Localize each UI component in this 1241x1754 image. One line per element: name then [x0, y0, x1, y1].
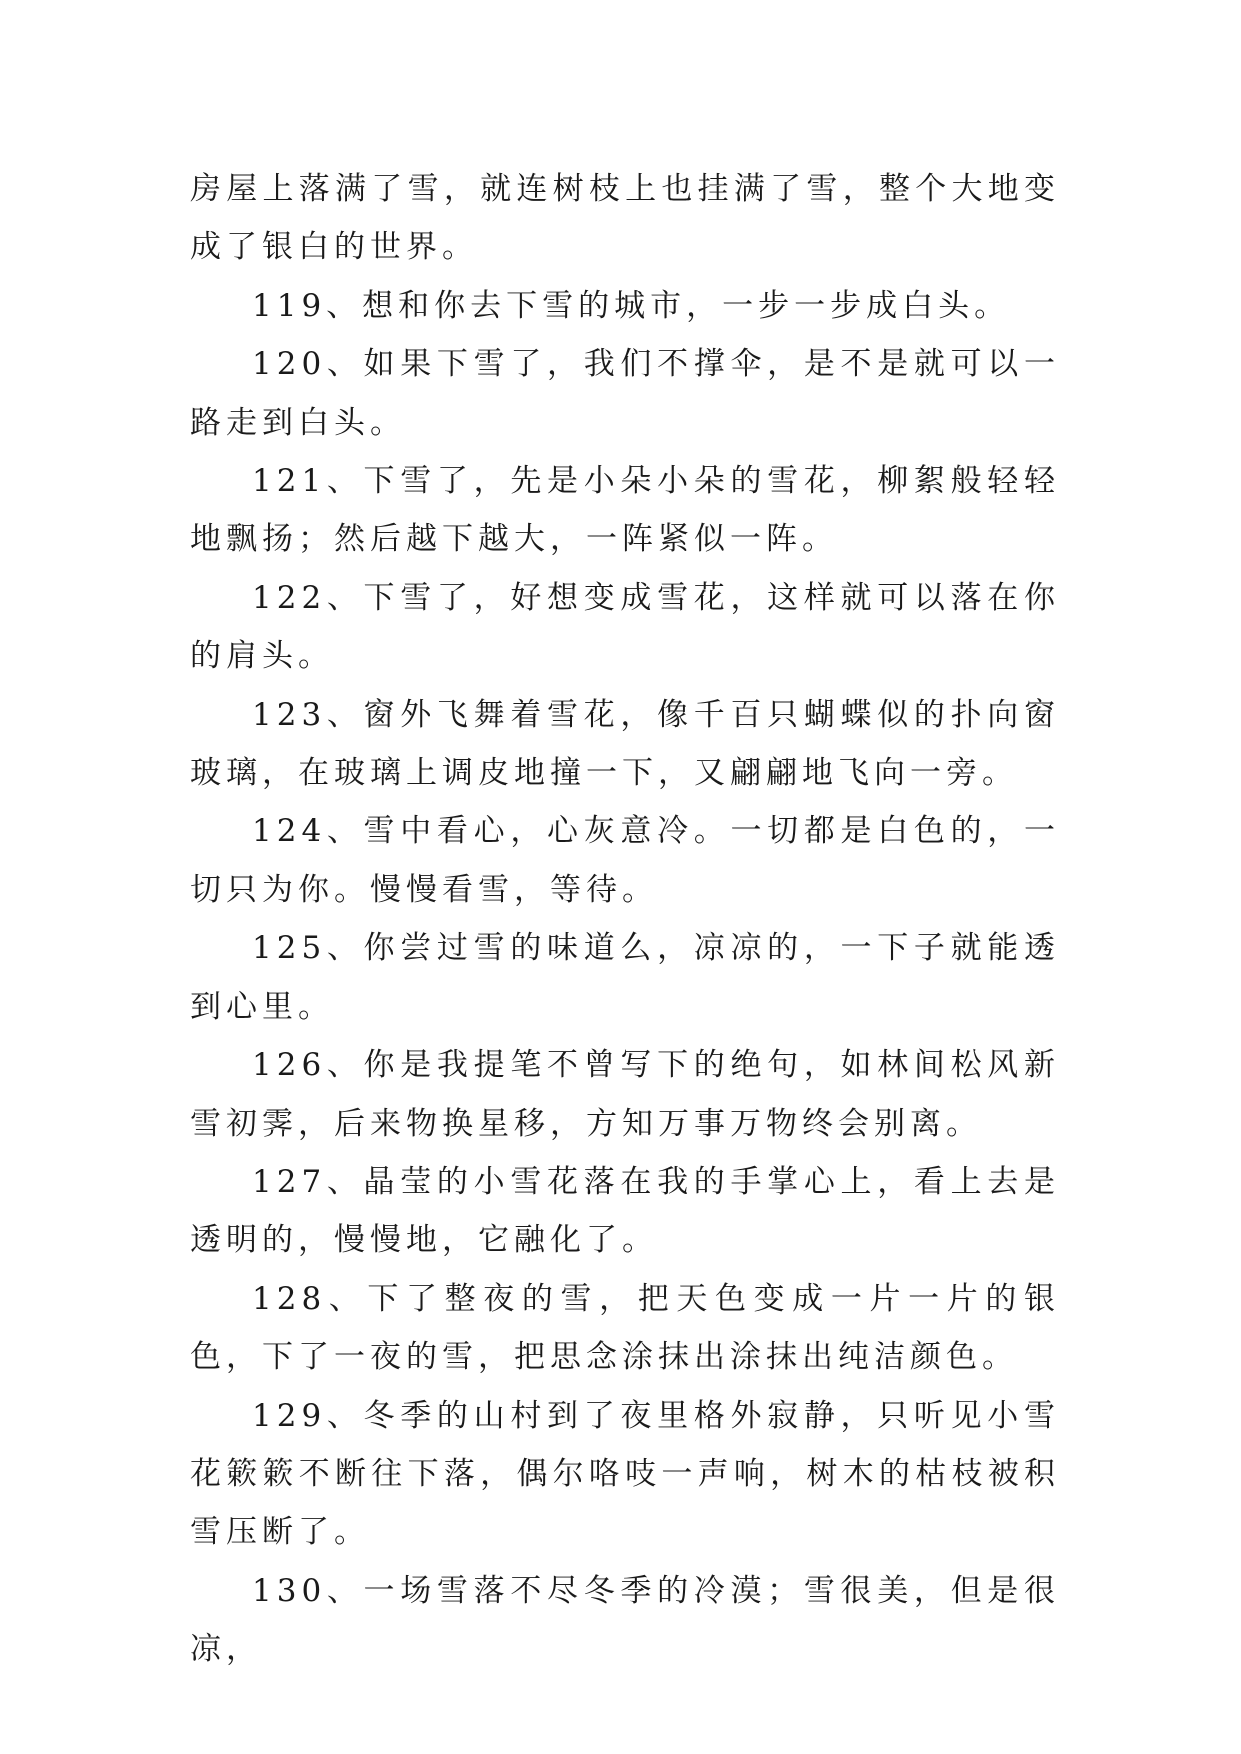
paragraph-122: 122、下雪了，好想变成雪花，这样就可以落在你的肩头。: [190, 579, 1060, 675]
paragraph-119: 119、想和你去下雪的城市，一步一步成白头。: [252, 287, 1011, 324]
document-body: [190, 160, 1060, 1679]
paragraph-continuation: 房屋上落满了雪，就连树枝上也挂满了雪，整个大地变成了银白的世界。: [190, 171, 1060, 266]
paragraph-127: 127、晶莹的小雪花落在我的手掌心上，看上去是透明的，慢慢地，它融化了。: [190, 1163, 1060, 1259]
paragraph-124: 124、雪中看心，心灰意冷。一切都是白色的，一切只为你。慢慢看雪，等待。: [190, 813, 1060, 908]
paragraph-128: 128、下了整夜的雪，把天色变成一片一片的银色，下了一夜的雪，把思念涂抹出涂抹出纯洁颜色。: [190, 1280, 1060, 1376]
paragraph-129: 129、冬季的山村到了夜里格外寂静，只听见小雪花簌簌不断往下落，偶尔咯吱一声响，树木的枯枝被积雪压断了。: [190, 1397, 1060, 1551]
paragraph-130: 130、一场雪落不尽冬季的冷漠；雪很美，但是很凉，: [190, 1572, 1060, 1668]
paragraph-123: 123、窗外飞舞着雪花，像千百只蝴蝶似的扑向窗玻璃，在玻璃上调皮地撞一下，又翩翩地飞向一旁。: [190, 696, 1060, 792]
paragraph-120: 120、如果下雪了，我们不撑伞，是不是就可以一路走到白头。: [190, 346, 1060, 441]
paragraph-125: 125、你尝过雪的味道么，凉凉的，一下子就能透到心里。: [190, 930, 1060, 1025]
paragraph-121: 121、下雪了，先是小朵小朵的雪花，柳絮般轻轻地飘扬；然后越下越大，一阵紧似一阵。: [190, 463, 1060, 558]
paragraph-126: 126、你是我提笔不曾写下的绝句，如林间松风新雪初霁，后来物换星移，方知万事万物终会别离。: [190, 1047, 1060, 1142]
